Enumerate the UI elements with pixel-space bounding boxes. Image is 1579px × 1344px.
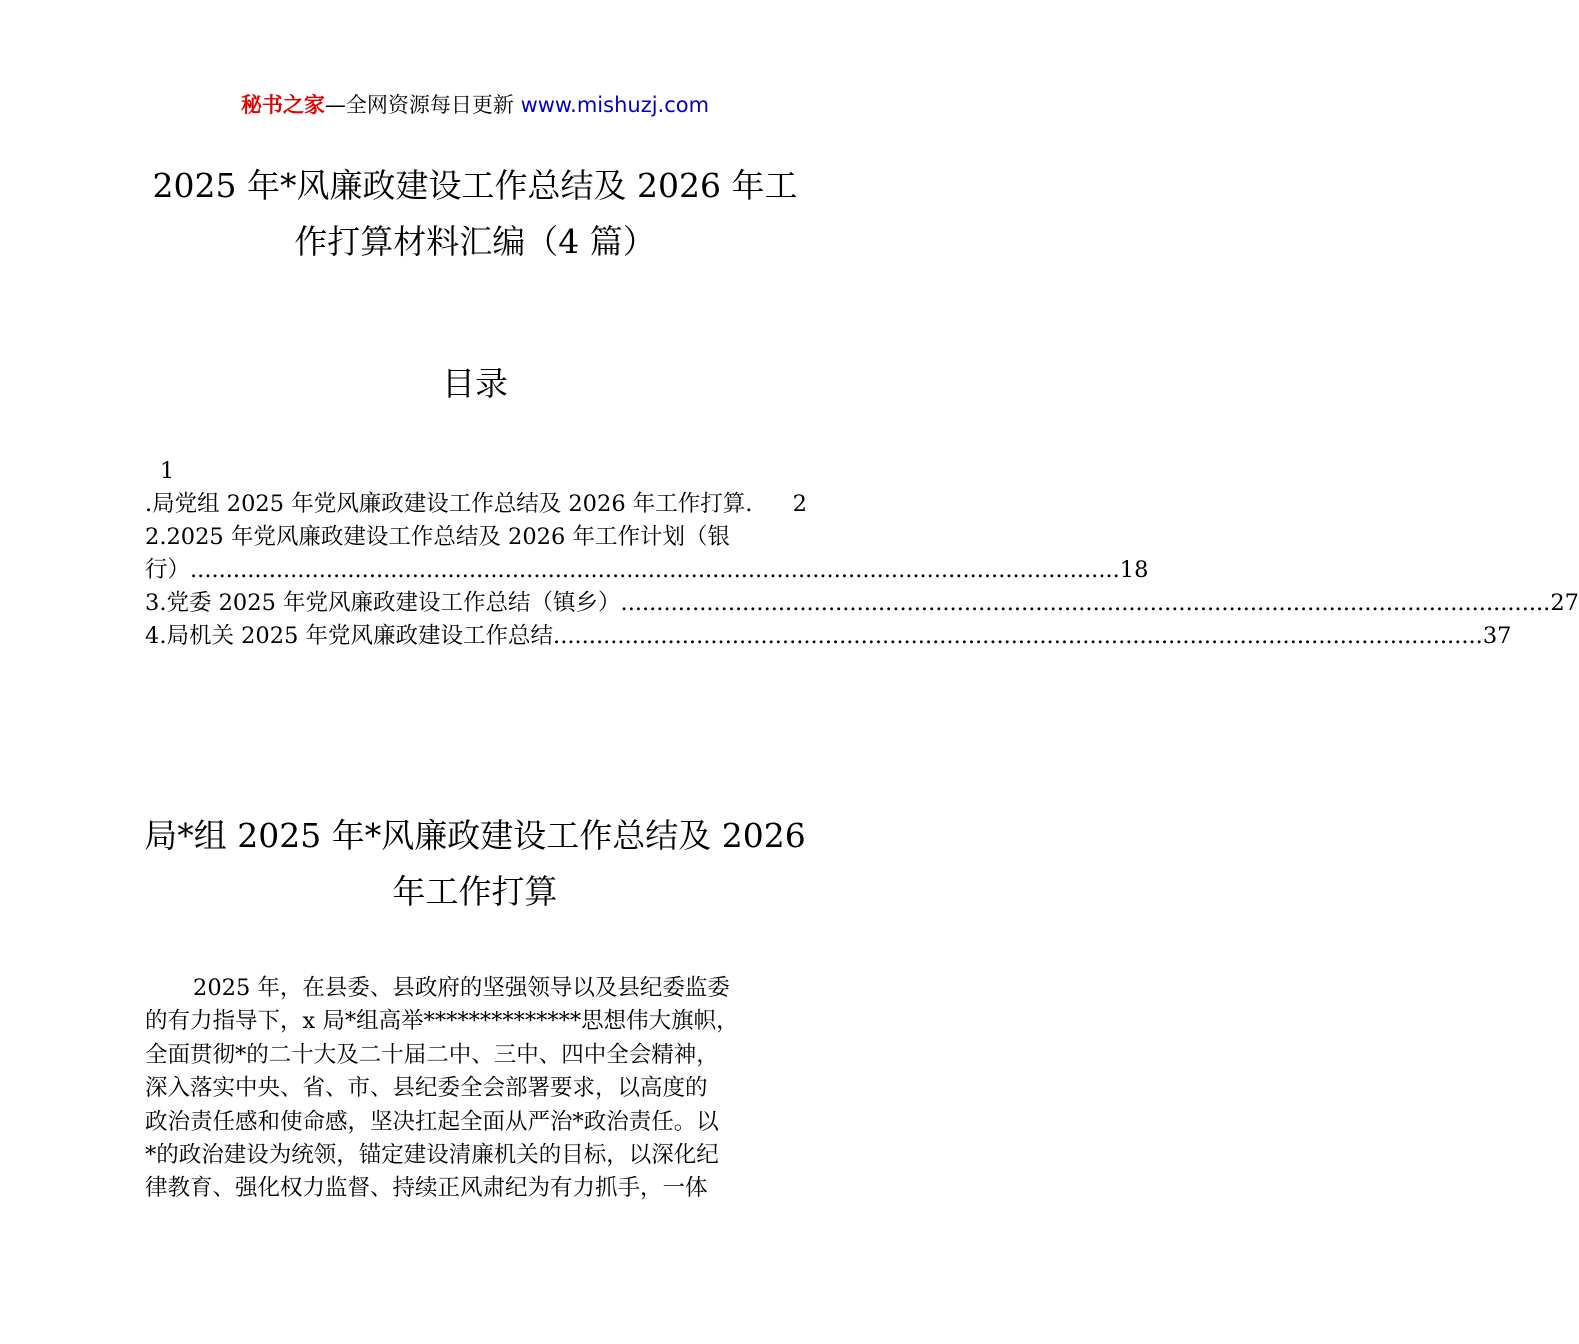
toc-entry-page: 37 xyxy=(1482,623,1512,649)
toc-entry-text: 4.局机关 2025 年党风廉政建设工作总结 xyxy=(145,623,554,649)
table-of-contents xyxy=(145,455,1579,653)
toc-entry-text: 行） xyxy=(145,557,191,583)
document-title xyxy=(120,158,830,270)
toc-entry-text: 2.2025 年党风廉政建设工作总结及 2026 年工作计划（银 xyxy=(145,524,730,550)
toc-entry-page: 27 xyxy=(1550,590,1579,616)
section-title-line-1: 局*组 2025 年*风廉政建设工作总结及 2026 xyxy=(144,816,806,855)
document-title-line-1: 2025 年*风廉政建设工作总结及 2026 年工 xyxy=(152,166,798,205)
toc-entry-leader: .................................................................................................................................. xyxy=(553,623,1483,649)
toc-entry-number: 1 xyxy=(160,458,175,484)
toc-entry-text: .局党组 2025 年党风廉政建设工作总结及 2026 年工作打算. xyxy=(145,491,753,517)
site-slogan: —全网资源每日更新 xyxy=(324,93,514,117)
toc-entry-page: 2 xyxy=(792,491,807,517)
body-line: 的有力指导下，x 局*组高举**************思想伟大旗帜， xyxy=(145,1008,739,1035)
toc-entry-text: 3.党委 2025 年党风廉政建设工作总结（镇乡） xyxy=(145,590,621,616)
toc-entry-leader: .................................................................................................................................. xyxy=(190,557,1120,583)
section-title-line-2: 年工作打算 xyxy=(392,872,558,911)
body-line: 深入落实中央、省、市、县纪委全会部署要求，以高度的 xyxy=(145,1075,708,1102)
body-line: *的政治建设为统领，锚定建设清廉机关的目标，以深化纪 xyxy=(145,1142,719,1169)
site-url-link[interactable]: www.mishuzj.com xyxy=(520,93,710,117)
toc-entry-3[interactable] xyxy=(145,587,1579,620)
body-paragraph xyxy=(145,972,807,1206)
toc-heading: 目录 xyxy=(442,364,508,403)
body-line: 2025 年，在县委、县政府的坚强领导以及县纪委监委 xyxy=(193,975,730,1001)
body-line: 律教育、强化权力监督、持续正风肃纪为有力抓手，一体 xyxy=(145,1175,708,1202)
site-header xyxy=(0,88,950,122)
toc-entry-1[interactable] xyxy=(145,488,807,521)
section-title xyxy=(120,808,830,920)
body-line: 全面贯彻*的二十大及二十届二中、三中、四中全会精神， xyxy=(145,1041,719,1068)
toc-entry-4[interactable] xyxy=(145,620,1512,653)
toc-entry-leader: .................................................................................................................................. xyxy=(620,590,1551,616)
body-line: 政治责任感和使命感，坚决扛起全面从严治*政治责任。以 xyxy=(145,1108,719,1135)
toc-entry-2-continued[interactable] xyxy=(145,554,1149,587)
toc-entry-2[interactable] xyxy=(145,521,807,554)
toc-entry-page: 18 xyxy=(1119,557,1149,583)
document-title-line-2: 作打算材料汇编（4 篇） xyxy=(294,222,656,261)
site-name: 秘书之家 xyxy=(240,93,325,117)
